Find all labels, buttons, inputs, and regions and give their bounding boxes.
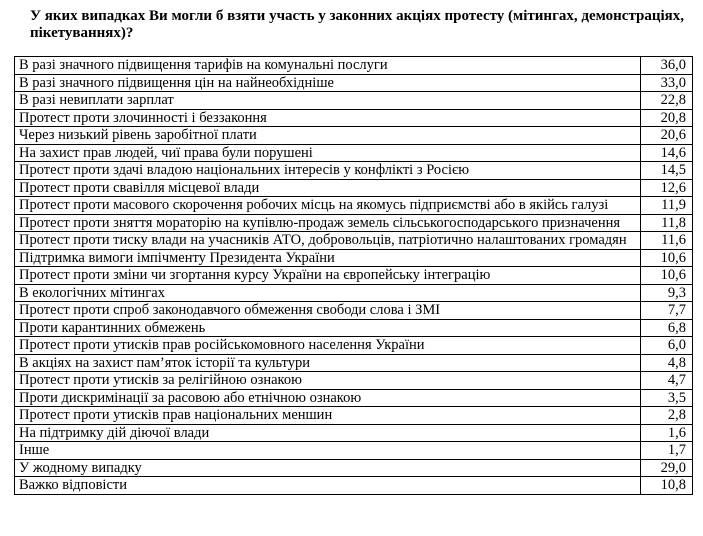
table-row <box>15 162 693 180</box>
row-label: В акціях на захист пам’яток історії та культури <box>15 354 641 372</box>
row-value: 14,6 <box>641 144 693 162</box>
row-value: 11,8 <box>641 214 693 232</box>
table-row <box>15 354 693 372</box>
row-value: 6,8 <box>641 319 693 337</box>
row-value: 20,6 <box>641 127 693 145</box>
table-row <box>15 57 693 75</box>
row-value: 7,7 <box>641 302 693 320</box>
row-label: Протест проти утисків за релігійною ознакою <box>15 372 641 390</box>
table-row <box>15 109 693 127</box>
row-label: Протест проти свавілля місцевої влади <box>15 179 641 197</box>
table-row <box>15 477 693 495</box>
results-table-body <box>15 57 693 495</box>
table-row <box>15 74 693 92</box>
table-row <box>15 92 693 110</box>
row-value: 11,9 <box>641 197 693 215</box>
row-value: 20,8 <box>641 109 693 127</box>
row-value: 14,5 <box>641 162 693 180</box>
row-label: Протест проти утисків прав російськомовного населення України <box>15 337 641 355</box>
table-row <box>15 442 693 460</box>
table-row <box>15 284 693 302</box>
row-value: 22,8 <box>641 92 693 110</box>
row-value: 12,6 <box>641 179 693 197</box>
table-row <box>15 144 693 162</box>
row-value: 3,5 <box>641 389 693 407</box>
row-value: 10,8 <box>641 477 693 495</box>
row-value: 4,7 <box>641 372 693 390</box>
row-label: Протест проти спроб законодавчого обмеження свободи слова і ЗМІ <box>15 302 641 320</box>
row-label: В екологічних мітингах <box>15 284 641 302</box>
row-label: В разі значного підвищення тарифів на комунальні послуги <box>15 57 641 75</box>
row-label: Протест проти зміни чи згортання курсу України на європейську інтеграцію <box>15 267 641 285</box>
row-value: 6,0 <box>641 337 693 355</box>
row-value: 10,6 <box>641 249 693 267</box>
table-row <box>15 197 693 215</box>
table-row <box>15 214 693 232</box>
table-row <box>15 424 693 442</box>
table-row <box>15 337 693 355</box>
row-label: Інше <box>15 442 641 460</box>
table-row <box>15 232 693 250</box>
row-label: Важко відповісти <box>15 477 641 495</box>
row-value: 11,6 <box>641 232 693 250</box>
table-row <box>15 249 693 267</box>
row-label: Проти карантинних обмежень <box>15 319 641 337</box>
table-row <box>15 267 693 285</box>
row-value: 1,6 <box>641 424 693 442</box>
table-row <box>15 407 693 425</box>
row-value: 9,3 <box>641 284 693 302</box>
row-value: 2,8 <box>641 407 693 425</box>
row-value: 33,0 <box>641 74 693 92</box>
row-label: Протест проти зняття мораторію на купівлю-продаж земель сільськогосподарського призначення <box>15 214 641 232</box>
row-label: Протест проти масового скорочення робочих місць на якомусь підприємстві або в якійсь галузі <box>15 197 641 215</box>
row-value: 1,7 <box>641 442 693 460</box>
row-label: На захист прав людей, чиї права були порушені <box>15 144 641 162</box>
table-row <box>15 319 693 337</box>
row-value: 4,8 <box>641 354 693 372</box>
row-value: 36,0 <box>641 57 693 75</box>
results-table <box>14 56 693 495</box>
row-label: В разі значного підвищення цін на найнеобхідніше <box>15 74 641 92</box>
row-label: Підтримка вимоги імпічменту Президента України <box>15 249 641 267</box>
table-row <box>15 389 693 407</box>
table-row <box>15 459 693 477</box>
row-label: Через низький рівень заробітної плати <box>15 127 641 145</box>
table-row <box>15 179 693 197</box>
table-row <box>15 372 693 390</box>
table-row <box>15 127 693 145</box>
table-row <box>15 302 693 320</box>
row-label: Протест проти здачі владою національних інтересів у конфлікті з Росією <box>15 162 641 180</box>
row-label: Проти дискримінації за расовою або етнічною ознакою <box>15 389 641 407</box>
row-label: У жодному випадку <box>15 459 641 477</box>
row-label: В разі невиплати зарплат <box>15 92 641 110</box>
row-value: 10,6 <box>641 267 693 285</box>
row-label: Протест проти утисків прав національних меншин <box>15 407 641 425</box>
question-heading: У яких випадках Ви могли б взяти участь у законних акціях протесту (мітингах, демонстраціях, пікетуваннях)? <box>30 8 685 41</box>
row-label: Протест проти злочинності і беззаконня <box>15 109 641 127</box>
row-label: Протест проти тиску влади на учасників АТО, добровольців, патріотично налаштованих громадян <box>15 232 641 250</box>
row-value: 29,0 <box>641 459 693 477</box>
row-label: На підтримку дій діючої влади <box>15 424 641 442</box>
